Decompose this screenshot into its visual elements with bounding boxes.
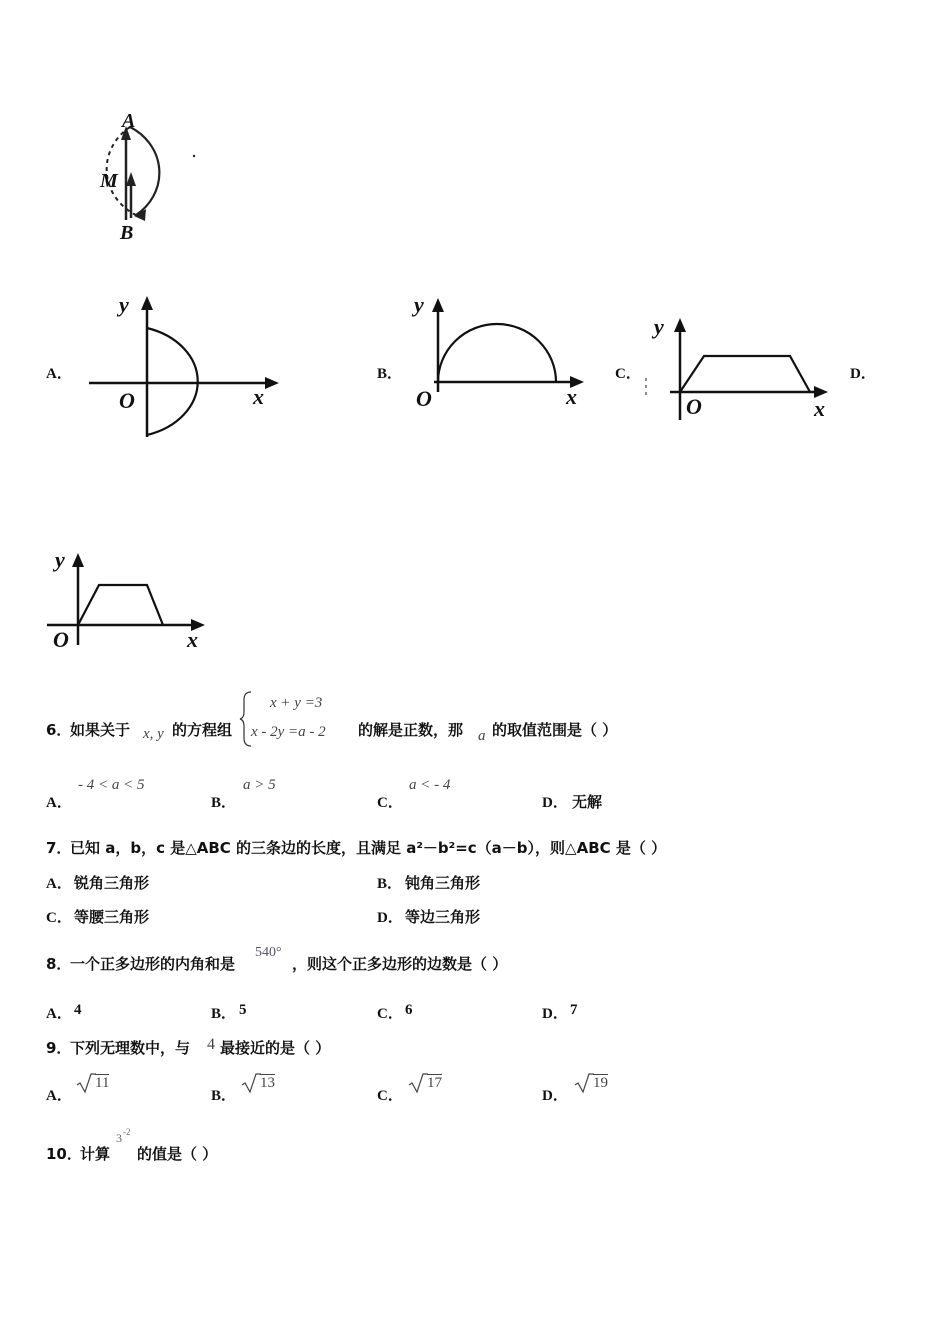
q9-text-b: 最接近的是（ ） <box>220 1039 331 1057</box>
q6-option-d-letter: D． <box>542 795 568 811</box>
q7-option-a-letter: A． <box>46 876 72 892</box>
q7-option-c[interactable] <box>46 905 346 927</box>
q8-option-b[interactable] <box>211 1002 361 1024</box>
q6-text-a: 如果关于 <box>70 721 131 739</box>
q5-option-a-letter: A． <box>46 366 72 382</box>
q5-option-b-letter: B． <box>377 366 403 382</box>
q7-option-c-value: 等腰三角形 <box>74 908 150 926</box>
q6-equation-1: x + y =3 <box>270 695 323 711</box>
q6-option-d-value: 无解 <box>572 793 603 811</box>
q5-graph-b <box>408 292 593 422</box>
sqrt-icon <box>574 1072 594 1094</box>
q8-option-b-value: 5 <box>239 1002 247 1018</box>
q9-option-c[interactable] <box>377 1068 527 1104</box>
q6-question <box>46 690 686 750</box>
q8-option-a-letter: A． <box>46 1006 72 1022</box>
q6-option-a-letter: A． <box>46 795 72 811</box>
q5-graph-c-x-label: x <box>814 396 825 421</box>
q7-option-b-letter: B． <box>377 876 403 892</box>
q9-option-b-radicand: 13 <box>260 1075 275 1091</box>
q9-option-d-radicand: 19 <box>593 1075 608 1091</box>
q5-graph-b-o-label: O <box>416 386 432 411</box>
q5-graph-d <box>45 545 215 657</box>
q6-option-a-value: - 4 < a < 5 <box>78 777 145 793</box>
sqrt-icon <box>76 1072 96 1094</box>
q10-text-b: 的值是（ ） <box>137 1145 218 1163</box>
q7-option-a[interactable] <box>46 871 346 893</box>
q8-option-b-letter: B． <box>211 1006 237 1022</box>
q9-option-c-radicand: 17 <box>427 1075 442 1091</box>
q8-option-c[interactable] <box>377 1002 527 1024</box>
q5-graph-d-y-label: y <box>55 547 65 572</box>
q5-graph-d-x-label: x <box>187 627 198 652</box>
q9-option-a-letter: A． <box>46 1088 72 1104</box>
q6-option-d[interactable] <box>542 775 702 809</box>
q8-option-c-value: 6 <box>405 1002 413 1018</box>
point-a-label: A <box>122 110 136 132</box>
q8-number: 8． <box>46 955 72 973</box>
q8-option-a[interactable] <box>46 1002 196 1024</box>
q5-graph-c-svg <box>640 312 840 427</box>
q5-graph-a-o-label: O <box>119 388 135 413</box>
q8-option-a-value: 4 <box>74 1002 82 1018</box>
q7-text: 已知 a，b，c 是△ABC 的三条边的长度，且满足 a²－b²=c（a－b），则△ABC 是（ ） <box>70 839 667 857</box>
q9-option-a-radicand: 11 <box>95 1075 110 1091</box>
circle-motion-figure <box>60 110 210 250</box>
q9-option-a[interactable] <box>46 1068 196 1104</box>
q9-option-b[interactable] <box>211 1068 361 1104</box>
q7-option-a-value: 锐角三角形 <box>74 874 150 892</box>
point-m-label: M <box>100 170 118 192</box>
q9-option-d[interactable] <box>542 1068 692 1104</box>
q5-graph-b-y-label: y <box>414 292 424 317</box>
q6-equation-2: x - 2y =a - 2 <box>251 724 326 740</box>
q10-text-a: 计算 <box>80 1145 111 1163</box>
q9-number: 9． <box>46 1039 72 1057</box>
q5-graph-b-x-label: x <box>566 384 577 409</box>
q5-graph-a-svg <box>85 292 295 442</box>
q10-exponent: -2 <box>123 1127 131 1137</box>
q9-text-a: 下列无理数中，与 <box>70 1039 191 1057</box>
q8-text-b: ，则这个正多边形的边数是（ ） <box>292 955 508 973</box>
q6-vars: x, y <box>143 726 164 742</box>
q6-text-c: 的解是正数，那 <box>358 721 464 739</box>
q7-option-c-letter: C． <box>46 910 72 926</box>
q8-option-d[interactable] <box>542 1002 692 1024</box>
q5-graph-c-y-label: y <box>654 314 664 339</box>
q5-graph-c <box>640 312 840 427</box>
q6-param: a <box>478 728 486 744</box>
q5-graph-a <box>85 292 295 442</box>
q8-text-a: 一个正多边形的内角和是 <box>70 955 236 973</box>
q6-option-c-value: a < - 4 <box>409 777 451 793</box>
sqrt-icon <box>241 1072 261 1094</box>
q6-option-a[interactable] <box>46 775 206 809</box>
q6-option-c[interactable] <box>377 775 537 809</box>
q9-option-c-letter: C． <box>377 1088 403 1104</box>
q9-four: 4 <box>207 1036 215 1053</box>
q6-option-b-value: a > 5 <box>243 777 276 793</box>
q8-angle: 540° <box>255 945 282 960</box>
q7-option-b[interactable] <box>377 871 677 893</box>
q6-option-c-letter: C． <box>377 795 403 811</box>
q7-option-d[interactable] <box>377 905 677 927</box>
point-b-label: B <box>120 222 134 244</box>
q10-number: 10． <box>46 1145 82 1163</box>
q6-option-b-letter: B． <box>211 795 237 811</box>
q6-text-d: 的取值范围是（ ） <box>492 721 618 739</box>
q7-option-d-value: 等边三角形 <box>405 908 481 926</box>
q5-graph-a-x-label: x <box>253 384 264 409</box>
q6-option-b[interactable] <box>211 775 371 809</box>
q5-graph-c-o-label: O <box>686 394 702 419</box>
q8-option-c-letter: C． <box>377 1006 403 1022</box>
q8-option-d-letter: D． <box>542 1006 568 1022</box>
q8-option-d-value: 7 <box>570 1002 578 1018</box>
q9-option-d-letter: D． <box>542 1088 568 1104</box>
q9-option-b-letter: B． <box>211 1088 237 1104</box>
q7-number: 7． <box>46 839 72 857</box>
q6-number: 6． <box>46 721 72 739</box>
q5-option-c-letter: C． <box>615 366 641 382</box>
q7-option-d-letter: D． <box>377 910 403 926</box>
q5-graph-d-o-label: O <box>53 627 69 652</box>
q6-text-b: 的方程组 <box>172 721 233 739</box>
q10-base: 3 <box>116 1131 122 1145</box>
q5-graph-a-y-label: y <box>119 292 129 317</box>
q5-option-d-letter: D． <box>850 366 876 382</box>
sqrt-icon <box>408 1072 428 1094</box>
q7-option-b-value: 钝角三角形 <box>405 874 481 892</box>
